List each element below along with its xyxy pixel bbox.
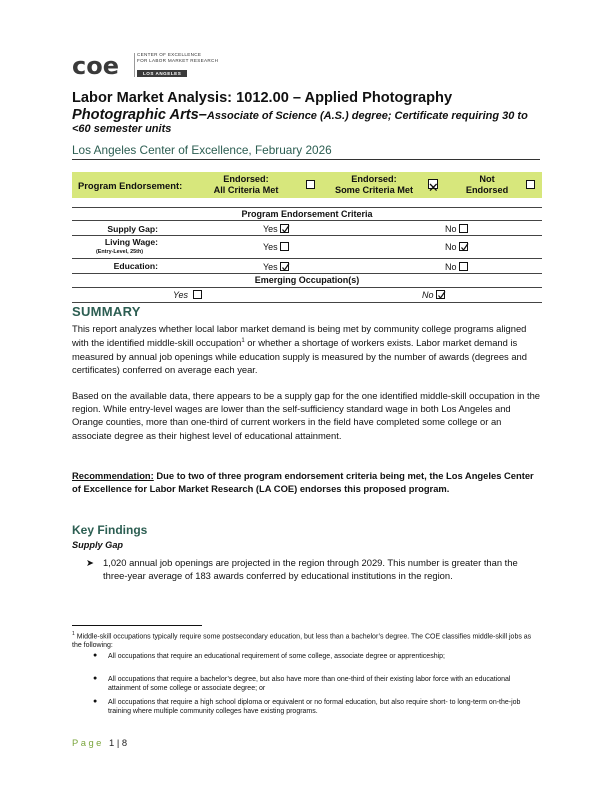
logo-word: coe <box>72 52 119 80</box>
endorse-some-line1: Endorsed: <box>351 174 397 184</box>
summary-paragraph-2: Based on the available data, there appears to be a supply gap for the one identified middle-skill occupation in the region. While entry-level wages are lower than the self-sufficiency standard wage in both Los Angeles and Orange counties, more than one-third of current workers in the field have completed some college or an associate degree as their highest level of educational attainment. <box>72 390 541 441</box>
page-subtitle <box>72 109 542 136</box>
footnote-bullet-icon: ● <box>93 675 98 682</box>
coe-logo <box>72 52 130 82</box>
coe-line: Los Angeles Center of Excellence, February 2026 <box>72 143 332 157</box>
endorse-all-line1: Endorsed: <box>223 174 269 184</box>
criteria-rule-2 <box>72 235 542 236</box>
yes-text: Yes <box>263 242 278 252</box>
criteria-rule-bottom <box>72 302 542 303</box>
page-label: Page <box>72 737 104 748</box>
living-wage-label: Living Wage: <box>104 237 158 247</box>
logo-line2: FOR LABOR MARKET RESEARCH <box>137 58 219 63</box>
page-number-value: 1 | 8 <box>109 737 128 748</box>
emerging-no-checkbox[interactable] <box>436 290 445 299</box>
criteria-rule-1 <box>72 220 542 221</box>
check-icon <box>437 291 446 300</box>
no-text: No <box>445 262 457 272</box>
not-endorsed-label <box>462 174 512 196</box>
no-text: No <box>445 224 457 234</box>
supply-gap-yes-checkbox[interactable] <box>280 224 289 233</box>
footnote-item-2: All occupations that require a bachelor’s degree, but also have more than one-third of their existing labor force with an educational attainment of some college or associate degree; or <box>108 676 511 692</box>
logo-divider <box>134 53 135 77</box>
endorse-all-label <box>206 174 286 196</box>
recommendation-label: Recommendation: <box>72 470 154 481</box>
check-icon <box>460 243 469 252</box>
no-text: No <box>445 242 457 252</box>
endorse-some-label <box>328 174 420 196</box>
check-icon <box>281 263 290 272</box>
footnote-bullet-icon: ● <box>93 698 98 705</box>
supply-gap-bullet: 1,020 annual job openings are projected in the region through 2029. This number is greater than the three-year average of 183 awards conferred by educational institutions in the region. <box>103 557 518 582</box>
check-icon <box>281 225 290 234</box>
endorse-all-checkbox[interactable] <box>306 180 315 189</box>
footnote-intro-text: Middle-skill occupations typically require some postsecondary education, but less than a bachelor’s degree. The COE classifies middle-skill jobs as the following: <box>72 633 532 650</box>
subtitle-program: Photographic Arts– <box>72 107 207 123</box>
x-mark-icon <box>429 183 439 193</box>
recommendation <box>72 469 542 495</box>
footnote-mark: 1 <box>72 631 75 637</box>
title-rule <box>72 159 540 160</box>
supply-gap-label: Supply Gap: <box>107 224 158 234</box>
footnote-bullet-icon: ● <box>93 652 98 659</box>
not-endorsed-line2: Endorsed <box>465 185 509 195</box>
emerging-header: Emerging Occupation(s) <box>254 275 360 285</box>
endorse-all-line2: All Criteria Met <box>213 185 279 195</box>
yes-text: Yes <box>263 262 278 272</box>
criteria-rule-top <box>72 207 542 208</box>
living-wage-yes-checkbox[interactable] <box>280 242 289 251</box>
page-number <box>72 737 127 748</box>
logo-line1: CENTER OF EXCELLENCE <box>137 52 202 57</box>
education-yes-checkbox[interactable] <box>280 262 289 271</box>
yes-text: Yes <box>263 224 278 234</box>
summary-p1-part-a: This report analyzes whether local labor market demand is being met by community college programs aligned with the identified middle-skill occupation <box>72 323 527 349</box>
not-endorsed-line1: Not <box>479 174 495 184</box>
logo-caption <box>137 52 218 64</box>
living-wage-no <box>445 242 468 252</box>
page-title: Labor Market Analysis: 1012.00 – Applied Photography <box>72 90 453 106</box>
footnote-item-1: All occupations that require an educational requirement of some college, associate degree or apprenticeship; <box>108 653 445 660</box>
education-no-checkbox[interactable] <box>459 262 468 271</box>
footnote-item-3: All occupations that require a high school diploma or equivalent or no formal education, but also require short- to long-term on-the-job training where multiple community colleges have existing programs. <box>108 699 521 715</box>
footnote-ref: 1 <box>241 338 245 345</box>
criteria-rule-4 <box>72 273 542 274</box>
endorse-some-line2: Some Criteria Met <box>334 185 414 195</box>
summary-p1-part-b: or whether a shortage of workers exists. Labor market demand is measured by annual job openings while education supply is measured by the number of awards (degrees and certificates) conferred on average each year. <box>72 337 527 375</box>
not-endorsed-checkbox[interactable] <box>526 180 535 189</box>
education-yes <box>263 262 289 272</box>
emerging-no <box>422 290 445 300</box>
endorse-some-checkbox[interactable] <box>428 179 438 189</box>
logo-region: LOS ANGELES <box>137 70 187 77</box>
summary-paragraph-1 <box>72 322 542 376</box>
yes-text: Yes <box>173 290 189 300</box>
criteria-rule-5 <box>72 287 542 288</box>
supply-gap-heading: Supply Gap <box>72 540 124 550</box>
living-wage-yes <box>263 242 289 252</box>
footnote-rule <box>72 625 202 626</box>
arrow-bullet-icon: ➤ <box>86 557 94 568</box>
summary-heading: SUMMARY <box>72 304 141 319</box>
living-wage-sublabel: (Entry-Level, 25th) <box>96 249 144 255</box>
criteria-rule-3 <box>72 258 542 259</box>
emerging-yes <box>173 290 202 300</box>
education-no <box>445 262 468 272</box>
emerging-yes-checkbox[interactable] <box>193 290 202 299</box>
supply-gap-no-checkbox[interactable] <box>459 224 468 233</box>
subtitle-details: Associate of Science (A.S.) degree; Certificate requiring 30 to <60 semester units <box>72 110 528 135</box>
criteria-header: Program Endorsement Criteria <box>241 209 373 219</box>
living-wage-no-checkbox[interactable] <box>459 242 468 251</box>
supply-gap-no <box>445 224 468 234</box>
key-findings-heading: Key Findings <box>72 523 148 537</box>
no-text: No <box>422 290 434 300</box>
footnote-intro <box>72 630 542 650</box>
recommendation-text: Due to two of three program endorsement criteria being met, the Los Angeles Center of Excellence for Labor Market Research (LA COE) endorses this proposed program. <box>72 470 534 495</box>
endorsement-label: Program Endorsement: <box>78 180 183 191</box>
education-label: Education: <box>113 261 158 271</box>
supply-gap-yes <box>263 224 289 234</box>
